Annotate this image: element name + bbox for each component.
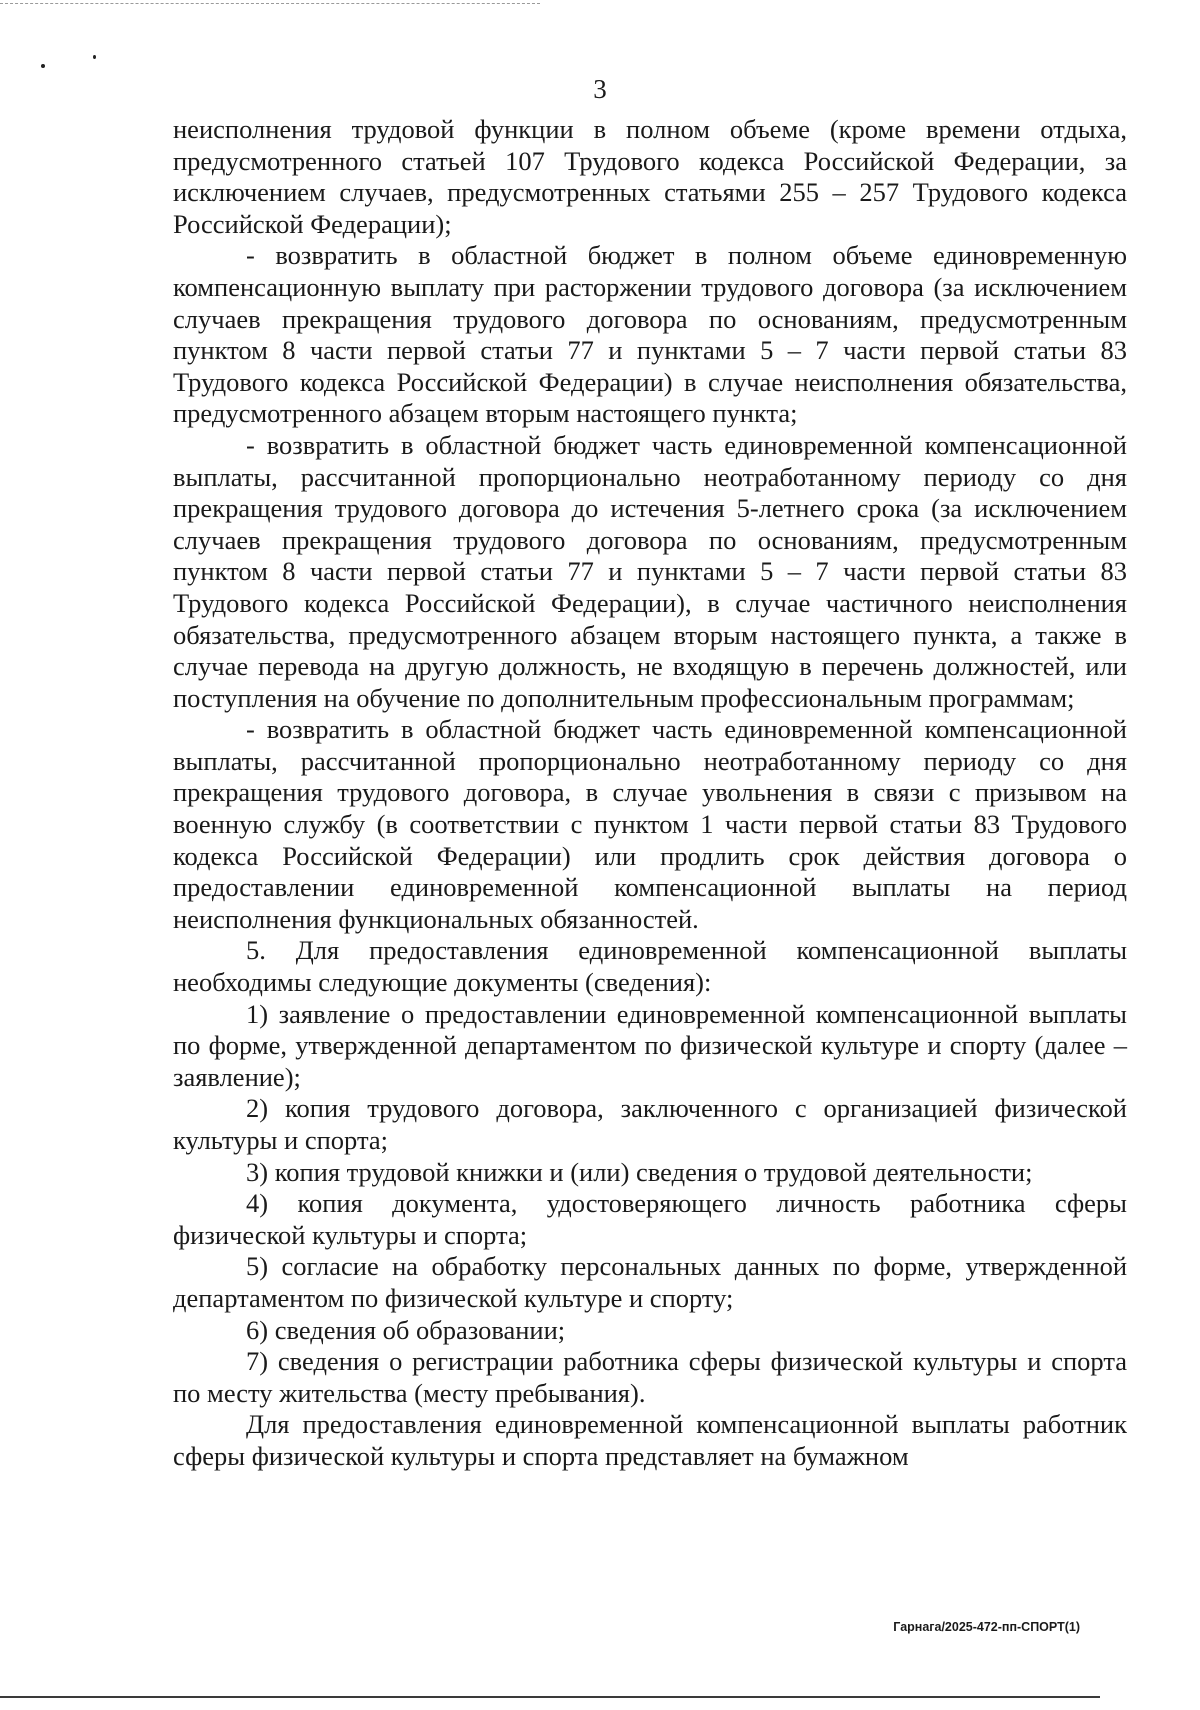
- list-item-registration: 7) сведения о регистрации работника сферы физической культуры и спорта по месту жительства (месту пребывания).: [173, 1346, 1127, 1408]
- page-number: 3: [593, 74, 607, 104]
- document-body: [173, 114, 1127, 1473]
- scan-speck: [93, 55, 96, 59]
- paragraph-continuation: неисполнения трудовой функции в полном объеме (кроме времени отдыха, предусмотренного статьей 107 Трудового кодекса Российской Федерации, за исключением случаев, предусмотренных статьями 255 – 257 Трудового кодекса Российской Федерации);: [173, 114, 1127, 239]
- list-item-education: 6) сведения об образовании;: [246, 1314, 566, 1345]
- paragraph-return-partial: - возвратить в областной бюджет часть единовременной компенсационной выплаты, рассчитанной пропорционально неотработанному периоду со дня прекращения трудового договора до истечения 5-летнего срока (за исключением случаев прекращения трудового договора по основаниям, предусмотренным пунктом 8 части первой статьи 77 и пунктами 5 – 7 части первой статьи 83 Трудового кодекса Российской Федерации), в случае частичного неисполнения обязательства, предусмотренного абзацем вторым настоящего пункта, а также в случае перевода на другую должность, не входящую в перечень должностей, или поступления на обучение по дополнительным профессиональным программам;: [173, 429, 1127, 713]
- document-id-footer: Гарнага/2025-472-пп-СПОРТ(1): [893, 1620, 1080, 1634]
- paragraph-item-5: 5. Для предоставления единовременной компенсационной выплаты необходимы следующие документы (сведения):: [173, 935, 1127, 998]
- scan-artifact-bottom-line: [0, 1696, 1100, 1698]
- list-item-contract-copy: 2) копия трудового договора, заключенного с организацией физической культуры и спорта;: [173, 1093, 1127, 1155]
- list-item-application: 1) заявление о предоставлении единовременной компенсационной выплаты по форме, утвержденной департаментом по физической культуре и спорту (далее – заявление);: [173, 998, 1127, 1092]
- list-item-data-consent: 5) согласие на обработку персональных данных по форме, утвержденной департаментом по физической культуре и спорту;: [173, 1251, 1127, 1313]
- scan-artifact-top-line: [0, 3, 540, 4]
- list-item-work-record: 3) копия трудовой книжки и (или) сведения о трудовой деятельности;: [246, 1156, 1033, 1187]
- paragraph-return-military: - возвратить в областной бюджет часть единовременной компенсационной выплаты, рассчитанной пропорционально неотработанному периоду со дня прекращения трудового договора, в случае увольнения в связи с призывом на военную службу (в соответствии с пунктом 1 части первой статьи 83 Трудового кодекса Российской Федерации) или продлить срок действия договора о предоставлении единовременной компенсационной выплаты на период неисполнения функциональных обязанностей.: [173, 714, 1127, 934]
- list-item-identity-document: 4) копия документа, удостоверяющего личность работника сферы физической культуры и спорта;: [173, 1188, 1127, 1250]
- paragraph-return-full: - возвратить в областной бюджет в полном объеме единовременную компенсационную выплату при расторжении трудового договора (за исключением случаев прекращения трудового договора по основаниям, предусмотренным пунктом 8 части первой статьи 77 и пунктами 5 – 7 части первой статьи 83 Трудового кодекса Российской Федерации) в случае неисполнения обязательства, предусмотренного абзацем вторым настоящего пункта;: [173, 240, 1127, 429]
- scan-speck: [41, 64, 45, 68]
- paragraph-submission: Для предоставления единовременной компенсационной выплаты работник сферы физической культуры и спорта представляет на бумажном: [173, 1409, 1127, 1471]
